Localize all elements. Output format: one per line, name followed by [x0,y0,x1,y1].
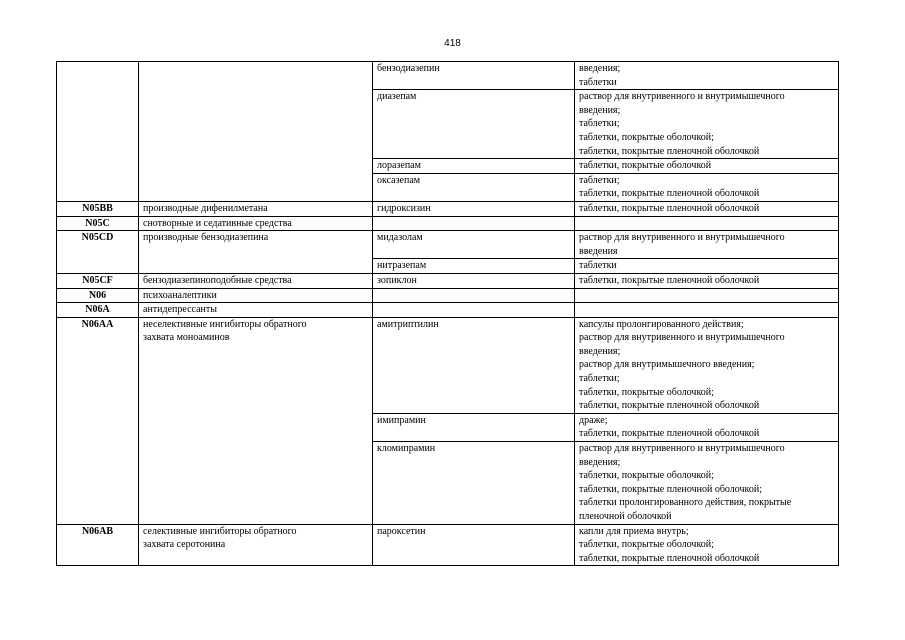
page-number: 418 [444,38,461,49]
group-name: бензодиазепиноподобные средства [143,274,292,286]
atc-code-cell: N06AA [57,317,139,524]
dosage-forms-cell [575,159,839,174]
drug-name-cell [373,273,575,288]
group-name: производные дифенилметана [143,202,268,214]
drug-name-cell [373,288,575,303]
drug-name: оксазепам [377,174,421,186]
dosage-form: таблетки, покрытые оболочкой; [579,539,714,551]
dosage-forms-cell [575,524,839,566]
atc-code-cell: N06A [57,303,139,318]
dosage-form: таблетки, покрытые оболочкой; [579,131,714,143]
dosage-form: таблетки; [579,118,620,130]
dosage-form: капсулы пролонгированного действия; [579,318,744,330]
drug-name-cell [373,201,575,216]
group-name-cell [139,524,373,566]
dosage-form: таблетки, покрытые пленочной оболочкой [579,428,760,440]
group-name: снотворные и седативные средства [143,217,292,229]
dosage-forms-cell [575,231,839,259]
drug-name: амитриптилин [377,318,439,330]
table-row [57,201,839,216]
dosage-forms-cell [575,90,839,159]
table-row [57,216,839,231]
group-name: производные бензодиазепина [143,232,269,244]
dosage-form: введения; [579,63,621,74]
dosage-form: таблетки, покрытые оболочкой; [579,386,714,398]
dosage-form: раствор для внутривенного и внутримышечного [579,332,785,344]
dosage-forms-cell [575,259,839,274]
drug-name-cell [373,442,575,525]
table-row [57,317,839,413]
atc-code-cell: N06AB [57,524,139,566]
drug-name-cell [373,231,575,259]
group-name: селективные ингибиторы обратного [143,525,297,537]
drug-name-cell [373,259,575,274]
dosage-form: раствор для внутривенного и внутримышечного [579,232,785,244]
table-row [57,524,839,566]
group-name-cell [139,231,373,274]
dosage-form: таблетки, покрытые пленочной оболочкой [579,400,760,412]
drug-name: зопиклон [377,274,417,286]
dosage-form: таблетки, покрытые оболочкой [579,160,712,172]
drug-name-cell [373,90,575,159]
dosage-form: таблетки; [579,174,620,186]
drug-name: гидроксизин [377,202,431,214]
drug-name: диазепам [377,91,417,103]
group-name: психоаналептики [143,289,217,301]
drug-name-cell [373,173,575,201]
drug-name: пароксетин [377,525,426,537]
group-name-cell [139,288,373,303]
group-name-cell [139,303,373,318]
group-name: захвата серотонина [143,539,226,551]
atc-code-cell: N06 [57,288,139,303]
atc-code-cell: N05CF [57,273,139,288]
table-row [57,231,839,259]
dosage-forms-cell [575,201,839,216]
dosage-form: таблетки, покрытые пленочной оболочкой [579,274,760,286]
group-name: неселективные ингибиторы обратного [143,318,307,330]
dosage-form: введения; [579,104,621,116]
dosage-form: таблетки, покрытые пленочной оболочкой [579,188,760,200]
drug-name-cell [373,413,575,441]
group-name-cell [139,317,373,524]
drug-name: лоразепам [377,160,421,172]
drug-name-cell [373,303,575,318]
dosage-form: раствор для внутривенного и внутримышечного [579,91,785,103]
group-name-cell [139,273,373,288]
dosage-forms-cell [575,288,839,303]
drug-name: бензодиазепин [377,63,440,74]
dosage-form: таблетки; [579,373,620,385]
dosage-form: таблетки, покрытые пленочной оболочкой [579,552,760,564]
drug-name-cell [373,62,575,90]
dosage-form: раствор для внутримышечного введения; [579,359,755,371]
drug-name-cell [373,159,575,174]
dosage-form: таблетки пролонгированного действия, покрытые [579,497,792,509]
dosage-forms-cell [575,317,839,413]
dosage-forms-cell [575,442,839,525]
drug-name: кломипрамин [377,443,436,455]
drug-name-cell [373,524,575,566]
dosage-forms-cell [575,216,839,231]
atc-code-cell: N05CD [57,231,139,274]
dosage-form: капли для приема внутрь; [579,525,689,537]
dosage-form: введения; [579,456,621,468]
drug-name: нитразепам [377,260,427,272]
dosage-form: раствор для внутривенного и внутримышечного [579,443,785,455]
drug-name-cell [373,317,575,413]
dosage-form: таблетки [579,76,617,88]
dosage-form: таблетки, покрытые пленочной оболочкой [579,202,760,214]
dosage-form: таблетки [579,260,617,272]
group-name-cell [139,62,373,202]
table-body [57,62,839,566]
group-name-cell [139,201,373,216]
dosage-form: драже; [579,414,608,426]
table-row [57,62,839,90]
group-name: захвата моноаминов [143,332,230,344]
drug-table [56,61,839,566]
table-row [57,273,839,288]
dosage-forms-cell [575,413,839,441]
group-name-cell [139,216,373,231]
dosage-form: пленочной оболочкой [579,511,672,522]
dosage-form: введения; [579,345,621,357]
atc-code-cell: N05C [57,216,139,231]
dosage-form: таблетки, покрытые пленочной оболочкой; [579,483,763,495]
dosage-form: введения [579,245,618,257]
drug-name: имипрамин [377,414,426,426]
dosage-forms-cell [575,173,839,201]
dosage-forms-cell [575,273,839,288]
group-name: антидепрессанты [143,304,217,316]
dosage-forms-cell [575,62,839,90]
atc-code-cell [57,62,139,202]
dosage-form: таблетки, покрытые оболочкой; [579,470,714,482]
atc-code-cell: N05BB [57,201,139,216]
table-row [57,303,839,318]
dosage-forms-cell [575,303,839,318]
drug-name-cell [373,216,575,231]
table-row [57,288,839,303]
dosage-form: таблетки, покрытые пленочной оболочкой [579,145,760,157]
drug-name: мидазолам [377,232,423,244]
